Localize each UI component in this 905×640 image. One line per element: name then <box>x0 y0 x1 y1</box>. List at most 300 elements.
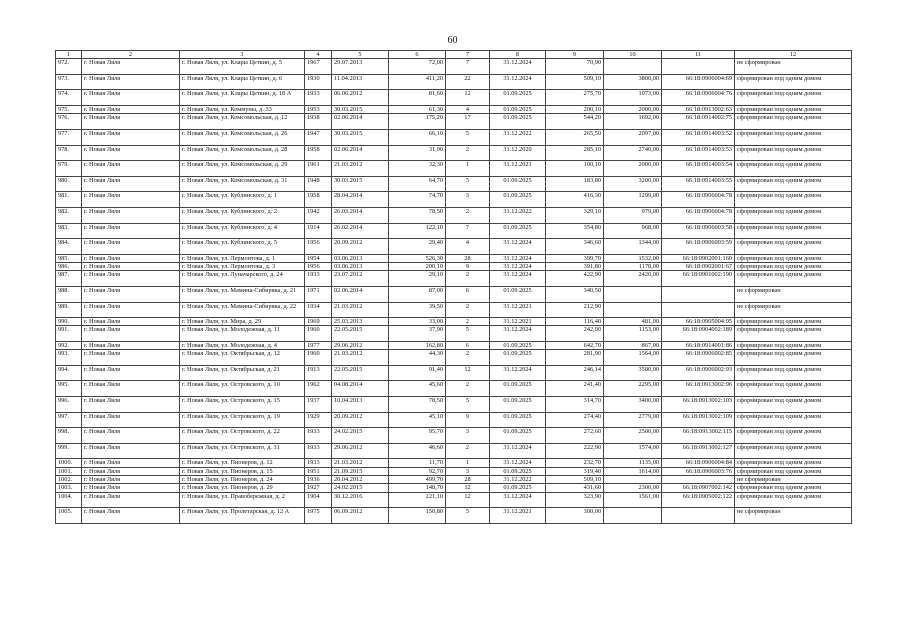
land-plot-status: сформирован под одним домом <box>735 492 852 508</box>
value-col-9: 431,60 <box>546 484 604 492</box>
column-number: 5 <box>332 51 389 59</box>
row-number: 981. <box>56 192 82 208</box>
value-col-10: 1073,00 <box>604 90 662 106</box>
row-number: 972. <box>56 59 82 75</box>
value-col-9: 354,80 <box>546 223 604 239</box>
registration-date: 29.07.2013 <box>332 59 389 75</box>
column-number: 11 <box>662 51 735 59</box>
cadastral-number: 66:18:0913002:63 <box>662 106 735 114</box>
settlement-name: г. Новая Ляля <box>82 223 180 239</box>
table-row <box>56 145 852 161</box>
table-row <box>56 508 852 524</box>
area-value: 37,90 <box>389 326 446 342</box>
column-number: 6 <box>389 51 446 59</box>
land-plot-status: сформирован под одним домом <box>735 271 852 287</box>
cadastral-number: 66:18:0902001:67 <box>662 263 735 271</box>
row-number: 988. <box>56 286 82 302</box>
year-built: 1933 <box>305 271 332 287</box>
registration-date: 30.12.2016 <box>332 492 389 508</box>
cadastral-number: 66:18:0906003:58 <box>662 223 735 239</box>
land-plot-status: сформирован под одним домом <box>735 318 852 326</box>
table-row <box>56 286 852 302</box>
count-value: 12 <box>446 90 490 106</box>
cadastral-number: 66:18:0907002:142 <box>662 484 735 492</box>
count-value: 7 <box>446 59 490 75</box>
value-col-10: 2295,00 <box>604 381 662 397</box>
row-number: 980. <box>56 176 82 192</box>
land-plot-status: сформирован под одним домом <box>735 467 852 475</box>
cadastral-number: 66:18:0913002:127 <box>662 443 735 459</box>
value-col-9: 399,70 <box>546 254 604 262</box>
count-value: 22 <box>446 74 490 90</box>
count-value: 3 <box>446 428 490 444</box>
settlement-name: г. Новая Ляля <box>82 484 180 492</box>
area-value: 175,20 <box>389 114 446 130</box>
deadline-date: 01.09.2025 <box>490 381 546 397</box>
address: г. Новая Ляля, ул. Молодежная, д. 11 <box>180 326 305 342</box>
count-value: 2 <box>446 381 490 397</box>
cadastral-number: 66:18:0914002:75 <box>662 114 735 130</box>
table-row <box>56 341 852 349</box>
value-col-10: 2300,00 <box>604 484 662 492</box>
count-value: 4 <box>446 239 490 255</box>
land-plot-status: сформирован под одним домом <box>735 326 852 342</box>
deadline-date: 31.12.2024 <box>490 74 546 90</box>
address: г. Новая Ляля, ул. Клары Цеткин, д. 5 <box>180 59 305 75</box>
count-value: 2 <box>446 350 490 366</box>
deadline-date: 01.09.2025 <box>490 90 546 106</box>
count-value: 2 <box>446 318 490 326</box>
page-number: 60 <box>447 35 458 46</box>
deadline-date: 31.12.2021 <box>490 302 546 318</box>
registration-date: 20.09.2012 <box>332 239 389 255</box>
address: г. Новая Ляля, ул. Кублинского, д. 2 <box>180 207 305 223</box>
year-built: 1930 <box>305 74 332 90</box>
cadastral-number: 66:18:0906004:78 <box>662 192 735 208</box>
value-col-10 <box>604 476 662 484</box>
value-col-9: 212,90 <box>546 302 604 318</box>
table-row <box>56 459 852 467</box>
value-col-9: 509,10 <box>546 476 604 484</box>
column-number: 10 <box>604 51 662 59</box>
land-plot-status: сформирован под одним домом <box>735 129 852 145</box>
year-built: 1954 <box>305 254 332 262</box>
table-row <box>56 74 852 90</box>
cadastral-number: 66:18:0906004:69 <box>662 74 735 90</box>
row-number: 993. <box>56 350 82 366</box>
settlement-name: г. Новая Ляля <box>82 129 180 145</box>
year-built: 1929 <box>305 412 332 428</box>
table-row <box>56 106 852 114</box>
year-built: 1934 <box>305 302 332 318</box>
row-number: 1003. <box>56 484 82 492</box>
area-value: 44,30 <box>389 350 446 366</box>
cadastral-number: 66:18:0913002:115 <box>662 428 735 444</box>
row-number: 975. <box>56 106 82 114</box>
value-col-10: 1532,00 <box>604 254 662 262</box>
row-number: 1002. <box>56 476 82 484</box>
deadline-date: 01.09.2025 <box>490 106 546 114</box>
count-value: 2 <box>446 207 490 223</box>
cadastral-number <box>662 59 735 75</box>
table-row <box>56 207 852 223</box>
settlement-name: г. Новая Ляля <box>82 467 180 475</box>
settlement-name: г. Новая Ляля <box>82 428 180 444</box>
land-plot-status: сформирован под одним домом <box>735 161 852 177</box>
area-value: 45,60 <box>389 381 446 397</box>
area-value: 61,30 <box>389 106 446 114</box>
registration-date: 06.09.2012 <box>332 508 389 524</box>
year-built: 1913 <box>305 365 332 381</box>
count-value: 2 <box>446 302 490 318</box>
settlement-name: г. Новая Ляля <box>82 318 180 326</box>
deadline-date: 31.12.2024 <box>490 443 546 459</box>
table-row <box>56 381 852 397</box>
deadline-date: 31.12.2024 <box>490 263 546 271</box>
cadastral-number <box>662 476 735 484</box>
settlement-name: г. Новая Ляля <box>82 207 180 223</box>
area-value: 45,10 <box>389 412 446 428</box>
deadline-date: 01.09.2025 <box>490 412 546 428</box>
row-number: 989. <box>56 302 82 318</box>
registration-date: 02.06.2014 <box>332 145 389 161</box>
land-plot-status: сформирован под одним домом <box>735 114 852 130</box>
address: г. Новая Ляля, ул. Октябрьская, д. 21 <box>180 365 305 381</box>
row-number: 1000. <box>56 459 82 467</box>
column-number: 9 <box>546 51 604 59</box>
year-built: 1960 <box>305 350 332 366</box>
value-col-9: 281,90 <box>546 350 604 366</box>
row-number: 985. <box>56 254 82 262</box>
deadline-date: 31.12.2022 <box>490 207 546 223</box>
settlement-name: г. Новая Ляля <box>82 239 180 255</box>
table-row <box>56 397 852 413</box>
row-number: 976. <box>56 114 82 130</box>
cadastral-number: 66:18:0906002:93 <box>662 365 735 381</box>
area-value: 499,70 <box>389 476 446 484</box>
count-value: 5 <box>446 508 490 524</box>
cadastral-number: 66:18:0913002:103 <box>662 397 735 413</box>
value-col-9: 70,90 <box>546 59 604 75</box>
deadline-date: 01.09.2025 <box>490 176 546 192</box>
table-row <box>56 467 852 475</box>
column-number: 1 <box>56 51 82 59</box>
count-value: 5 <box>446 397 490 413</box>
year-built: 1951 <box>305 467 332 475</box>
count-value: 3 <box>446 192 490 208</box>
deadline-date: 31.12.2024 <box>490 239 546 255</box>
settlement-name: г. Новая Ляля <box>82 492 180 508</box>
settlement-name: г. Новая Ляля <box>82 326 180 342</box>
value-col-10: 1178,00 <box>604 263 662 271</box>
year-built: 1953 <box>305 106 332 114</box>
land-plot-status: сформирован под одним домом <box>735 176 852 192</box>
cadastral-number: 66:18:0904002:189 <box>662 326 735 342</box>
count-value: 9 <box>446 263 490 271</box>
land-plot-status: сформирован под одним домом <box>735 412 852 428</box>
area-value: 91,40 <box>389 365 446 381</box>
address: г. Новая Ляля, ул. Пионеров, д. 24 <box>180 476 305 484</box>
address: г. Новая Ляля, ул. Клары Цеткин, д. 6 <box>180 74 305 90</box>
registration-date: 21.03.2012 <box>332 161 389 177</box>
cadastral-number: 66:18:0906003:59 <box>662 239 735 255</box>
value-col-10: 3200,00 <box>604 176 662 192</box>
cadastral-number: 66:18:0905002:122 <box>662 492 735 508</box>
address: г. Новая Ляля, ул. Островского, д. 31 <box>180 443 305 459</box>
land-plot-status: сформирован под одним домом <box>735 106 852 114</box>
value-col-10: 3400,00 <box>604 397 662 413</box>
land-plot-status: сформирован под одним домом <box>735 90 852 106</box>
row-number: 977. <box>56 129 82 145</box>
value-col-9: 642,70 <box>546 341 604 349</box>
row-number: 986. <box>56 263 82 271</box>
year-built: 1960 <box>305 326 332 342</box>
count-value: 6 <box>446 341 490 349</box>
deadline-date: 31.12.2024 <box>490 254 546 262</box>
value-col-9: 116,40 <box>546 318 604 326</box>
address: г. Новая Ляля, ул. Лермонтова, д. 3 <box>180 263 305 271</box>
registration-date: 11.04.2013 <box>332 74 389 90</box>
cadastral-number: 66:18:0905004:95 <box>662 318 735 326</box>
value-col-9: 323,90 <box>546 492 604 508</box>
address: г. Новая Ляля, ул. Октябрьская, д. 12 <box>180 350 305 366</box>
count-value: 2 <box>446 145 490 161</box>
count-value: 17 <box>446 114 490 130</box>
deadline-date: 01.09.2025 <box>490 286 546 302</box>
land-plot-status: сформирован под одним домом <box>735 254 852 262</box>
settlement-name: г. Новая Ляля <box>82 176 180 192</box>
value-col-10: 1574,00 <box>604 443 662 459</box>
address: г. Новая Ляля, ул. Комсомольская, д. 12 <box>180 114 305 130</box>
row-number: 994. <box>56 365 82 381</box>
settlement-name: г. Новая Ляля <box>82 192 180 208</box>
value-col-9: 285,10 <box>546 145 604 161</box>
table-row <box>56 428 852 444</box>
cadastral-number: 66:18:0902001:160 <box>662 254 735 262</box>
year-built: 1938 <box>305 114 332 130</box>
area-value: 200,10 <box>389 263 446 271</box>
address: г. Новая Ляля, ул. Островского, д. 10 <box>180 381 305 397</box>
row-number: 979. <box>56 161 82 177</box>
registration-date: 25.03.2013 <box>332 318 389 326</box>
value-col-9: 422,90 <box>546 271 604 287</box>
address: г. Новая Ляля, ул. Кублинского, д. 5 <box>180 239 305 255</box>
count-value: 28 <box>446 254 490 262</box>
table-row <box>56 476 852 484</box>
cadastral-number: 66:18:0914001:86 <box>662 341 735 349</box>
registration-date: 26.03.2014 <box>332 207 389 223</box>
registration-date: 22.05.2015 <box>332 326 389 342</box>
count-value: 5 <box>446 176 490 192</box>
value-col-9: 275,70 <box>546 90 604 106</box>
area-value: 87,00 <box>389 286 446 302</box>
deadline-date: 31.12.2024 <box>490 365 546 381</box>
table-row <box>56 443 852 459</box>
table-row <box>56 271 852 287</box>
value-col-9: 509,10 <box>546 74 604 90</box>
value-col-10: 1692,00 <box>604 114 662 130</box>
year-built: 1942 <box>305 207 332 223</box>
value-col-9: 183,80 <box>546 176 604 192</box>
deadline-date: 01.09.2025 <box>490 467 546 475</box>
value-col-10: 1344,00 <box>604 239 662 255</box>
count-value: 12 <box>446 484 490 492</box>
land-plot-status: сформирован под одним домом <box>735 223 852 239</box>
settlement-name: г. Новая Ляля <box>82 254 180 262</box>
settlement-name: г. Новая Ляля <box>82 263 180 271</box>
row-number: 996. <box>56 397 82 413</box>
year-built: 1956 <box>305 263 332 271</box>
registration-date: 21.03.2012 <box>332 459 389 467</box>
address: г. Новая Ляля, ул. Мира, д. 29 <box>180 318 305 326</box>
count-value: 1 <box>446 161 490 177</box>
table-row <box>56 302 852 318</box>
address: г. Новая Ляля, ул. Правобережная, д. 2 <box>180 492 305 508</box>
land-plot-status: сформирован под одним домом <box>735 350 852 366</box>
deadline-date: 31.12.2024 <box>490 459 546 467</box>
registration-date: 21.03.2012 <box>332 302 389 318</box>
registration-date: 10.04.2013 <box>332 397 389 413</box>
area-value: 46,60 <box>389 443 446 459</box>
cadastral-number <box>662 508 735 524</box>
year-built: 1975 <box>305 508 332 524</box>
year-built: 1961 <box>305 161 332 177</box>
row-number: 974. <box>56 90 82 106</box>
value-col-9: 391,80 <box>546 263 604 271</box>
table-row <box>56 412 852 428</box>
address: г. Новая Ляля, ул. Кублинского, д. 4 <box>180 223 305 239</box>
land-plot-status: сформирован под одним домом <box>735 365 852 381</box>
column-number: 8 <box>490 51 546 59</box>
cadastral-number: 66:18:0913002:109 <box>662 412 735 428</box>
year-built: 1947 <box>305 129 332 145</box>
value-col-9: 241,40 <box>546 381 604 397</box>
settlement-name: г. Новая Ляля <box>82 74 180 90</box>
value-col-9: 246,14 <box>546 365 604 381</box>
value-col-10: 2420,00 <box>604 271 662 287</box>
cadastral-number: 66:18:0906003:76 <box>662 467 735 475</box>
table-row <box>56 59 852 75</box>
table-row <box>56 176 852 192</box>
column-number: 4 <box>305 51 332 59</box>
cadastral-number: 66:18:0913002:96 <box>662 381 735 397</box>
settlement-name: г. Новая Ляля <box>82 397 180 413</box>
area-value: 81,60 <box>389 90 446 106</box>
land-plot-status: не сформирован <box>735 508 852 524</box>
count-value: 4 <box>446 106 490 114</box>
registration-date: 06.06.2012 <box>332 90 389 106</box>
year-built: 1948 <box>305 176 332 192</box>
deadline-date: 31.12.2020 <box>490 145 546 161</box>
column-number: 7 <box>446 51 490 59</box>
deadline-date: 01.09.2025 <box>490 350 546 366</box>
column-number: 12 <box>735 51 852 59</box>
year-built: 1933 <box>305 443 332 459</box>
table-row <box>56 263 852 271</box>
year-built: 1962 <box>305 381 332 397</box>
registration-date: 30.03.2015 <box>332 129 389 145</box>
year-built: 1937 <box>305 397 332 413</box>
deadline-date: 31.12.2022 <box>490 129 546 145</box>
value-col-9: 272,60 <box>546 428 604 444</box>
land-plot-status: не сформирован <box>735 476 852 484</box>
land-plot-status: не сформирован <box>735 302 852 318</box>
registration-date: 22.05.2015 <box>332 365 389 381</box>
table-row <box>56 254 852 262</box>
registration-date: 03.06.2013 <box>332 263 389 271</box>
settlement-name: г. Новая Ляля <box>82 443 180 459</box>
row-number: 990. <box>56 318 82 326</box>
settlement-name: г. Новая Ляля <box>82 59 180 75</box>
settlement-name: г. Новая Ляля <box>82 508 180 524</box>
value-col-9: 314,70 <box>546 397 604 413</box>
address: г. Новая Ляля, ул. Пионеров, д. 29 <box>180 484 305 492</box>
deadline-date: 31.12.2021 <box>490 161 546 177</box>
address: г. Новая Ляля, ул. Пролетарская, д. 12 А <box>180 508 305 524</box>
value-col-9: 346,60 <box>546 239 604 255</box>
registration-date: 24.02.2015 <box>332 428 389 444</box>
cadastral-number: 66:18:0914003:53 <box>662 145 735 161</box>
area-value: 64,70 <box>389 176 446 192</box>
row-number: 983. <box>56 223 82 239</box>
table-row <box>56 129 852 145</box>
address: г. Новая Ляля, ул. Мамина-Сибиряка, д. 22 <box>180 302 305 318</box>
settlement-name: г. Новая Ляля <box>82 412 180 428</box>
value-col-9: 242,00 <box>546 326 604 342</box>
cadastral-number: 66:18:0906004:84 <box>662 459 735 467</box>
row-number: 997. <box>56 412 82 428</box>
value-col-10: 2500,00 <box>604 428 662 444</box>
count-value: 12 <box>446 492 490 508</box>
cadastral-number <box>662 302 735 318</box>
deadline-date: 01.09.2025 <box>490 428 546 444</box>
row-number: 999. <box>56 443 82 459</box>
value-col-10: 867,00 <box>604 341 662 349</box>
land-plot-status: сформирован под одним домом <box>735 381 852 397</box>
land-plot-status: сформирован под одним домом <box>735 192 852 208</box>
row-number: 998. <box>56 428 82 444</box>
registration-date: 03.06.2013 <box>332 254 389 262</box>
area-value: 32,30 <box>389 161 446 177</box>
settlement-name: г. Новая Ляля <box>82 161 180 177</box>
table-row <box>56 318 852 326</box>
area-value: 122,10 <box>389 223 446 239</box>
land-plot-status: сформирован под одним домом <box>735 484 852 492</box>
settlement-name: г. Новая Ляля <box>82 341 180 349</box>
value-col-9: 100,10 <box>546 161 604 177</box>
value-col-9: 265,50 <box>546 129 604 145</box>
settlement-name: г. Новая Ляля <box>82 476 180 484</box>
value-col-10: 1614,00 <box>604 467 662 475</box>
value-col-9: 300,00 <box>546 508 604 524</box>
count-value: 5 <box>446 129 490 145</box>
registration-date: 23.07.2012 <box>332 271 389 287</box>
land-plot-status: сформирован под одним домом <box>735 263 852 271</box>
registration-date: 30.03.2015 <box>332 176 389 192</box>
area-value: 148,70 <box>389 484 446 492</box>
area-value: 39,50 <box>389 302 446 318</box>
land-plot-status: сформирован под одним домом <box>735 74 852 90</box>
row-number: 987. <box>56 271 82 287</box>
value-col-9: 329,10 <box>546 207 604 223</box>
area-value: 150,80 <box>389 508 446 524</box>
cadastral-number: 66:18:0901002:190 <box>662 271 735 287</box>
row-number: 1001. <box>56 467 82 475</box>
value-col-9: 222,90 <box>546 443 604 459</box>
row-number: 991. <box>56 326 82 342</box>
value-col-10: 3500,00 <box>604 365 662 381</box>
value-col-10: 481,00 <box>604 318 662 326</box>
